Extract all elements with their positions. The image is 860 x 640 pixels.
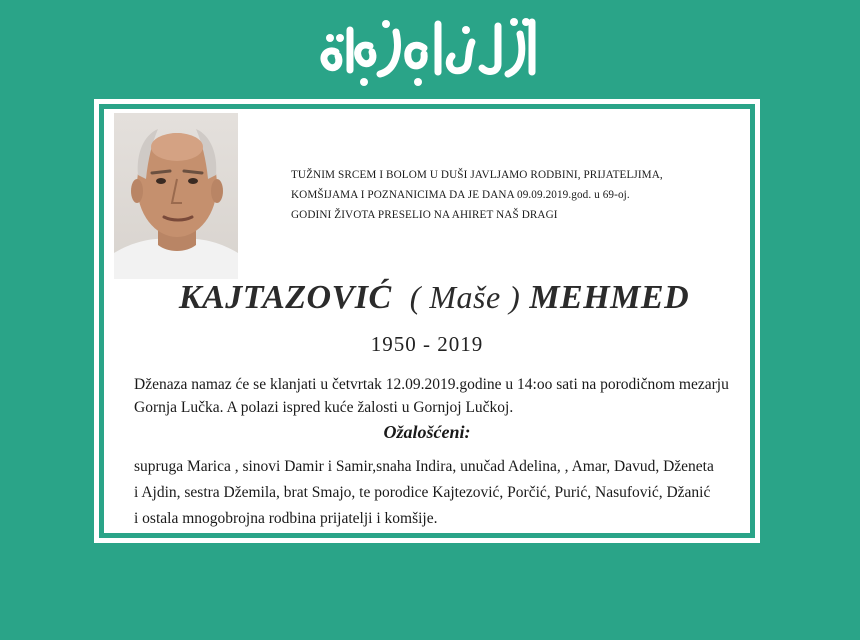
- obituary-content: [106, 111, 748, 531]
- mourners-line: supruga Marica , sinovi Damir i Samir,snaha Indira, unučad Adelina, , Amar, Davud, Dženeta: [134, 458, 714, 475]
- mourners-line: i Ajdin, sestra Džemila, brat Smajo, te porodice Kajtezović, Porčić, Purić, Nasufović, Džanić: [134, 484, 711, 501]
- announcement-line: KOMŠIJAMA I POZNANICIMA DA JE DANA 09.09.2019.god. u 69-oj.: [291, 189, 630, 201]
- mourners-heading: Ožalošćeni:: [383, 422, 471, 442]
- life-years: 1950 - 2019: [370, 332, 484, 356]
- deceased-first-name: MEHMED: [529, 279, 690, 316]
- obituary-card: [94, 99, 760, 543]
- funeral-line: Gornja Lučka. A polazi ispred kuće žalosti u Gornjoj Lučkoj.: [134, 399, 514, 416]
- deceased-surname: KAJTAZOVIĆ: [178, 279, 392, 316]
- deceased-portrait: [114, 113, 238, 279]
- mourners-list: [134, 454, 754, 532]
- arabic-calligraphy-header: [300, 12, 560, 92]
- funeral-line: Dženaza namaz će se klanjati u četvrtak 12.09.2019.godine u 14:oo sati na porodičnom mezarju: [134, 376, 729, 393]
- deceased-name: [174, 279, 694, 317]
- announcement-line: TUŽNIM SRCEM I BOLOM U DUŠI JAVLJAMO RODBINI, PRIJATELJIMA,: [291, 169, 663, 181]
- announcement-line: GODINI ŽIVOTA PRESELIO NA AHIRET NAŠ DRAGI: [291, 209, 558, 221]
- funeral-details: [134, 373, 734, 419]
- mourners-line: i ostala mnogobrojna rodbina prijatelji i komšije.: [134, 510, 438, 527]
- deceased-nickname: ( Maše ): [409, 279, 521, 315]
- announcement-text: [291, 165, 671, 225]
